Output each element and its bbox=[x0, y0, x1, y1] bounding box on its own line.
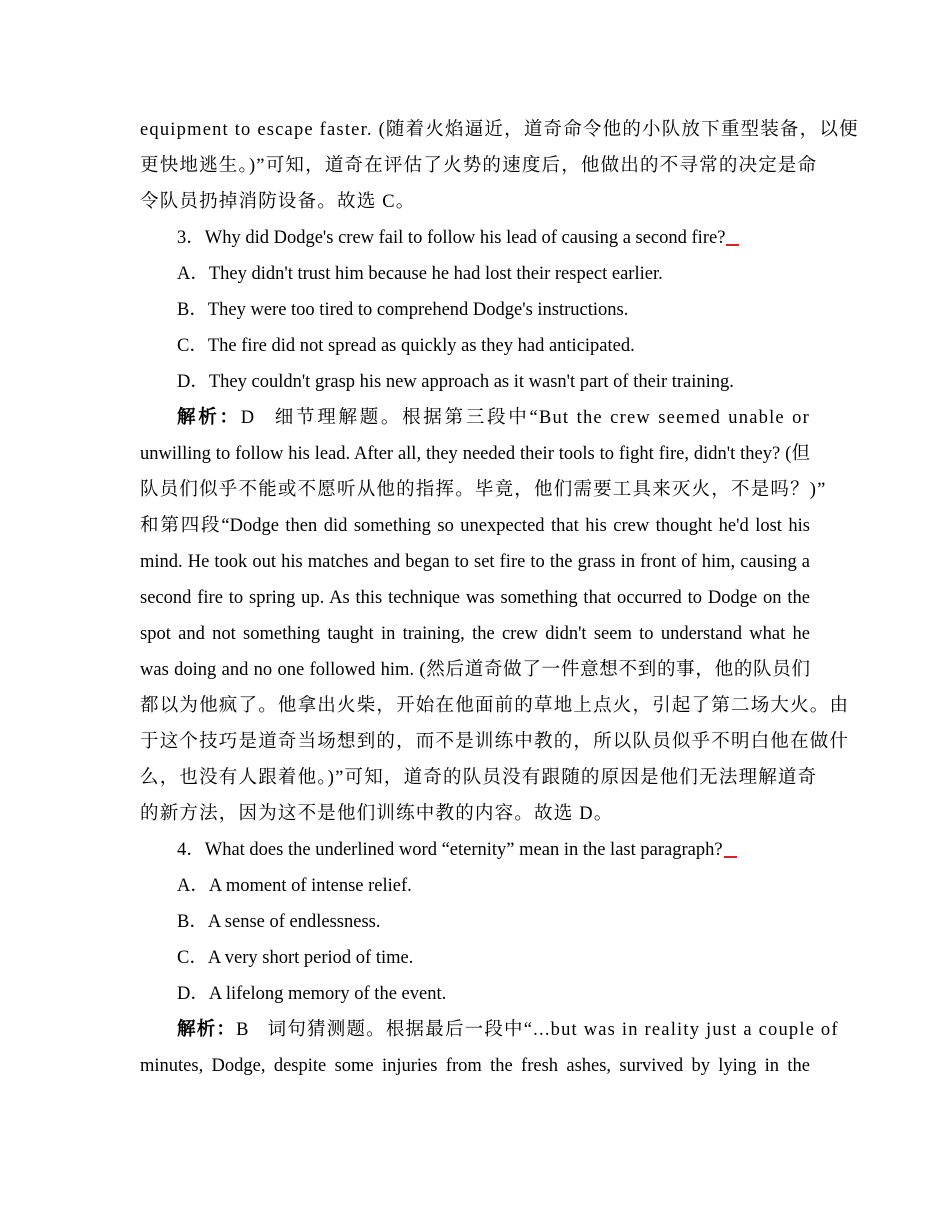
question-3-stem bbox=[140, 220, 810, 256]
question-4-option-d: D．A lifelong memory of the event. bbox=[177, 984, 447, 1004]
question-3-option-a: A．They didn't trust him because he had lost their respect earlier. bbox=[177, 264, 663, 284]
analysis-continuation-line-1: equipment to escape faster. (随着火焰逼近，道奇命令他的小队放下重型装备，以便 bbox=[140, 120, 859, 140]
question-3-analysis-line-10: 于这个技巧是道奇当场想到的，而不是训练中教的，所以队员似乎不明白他在做什 bbox=[140, 732, 850, 752]
question-3-analysis-line-9: 都以为他疯了。他拿出火柴，开始在他面前的草地上点火，引起了第二场大火。由 bbox=[140, 696, 850, 716]
analysis-continuation-line-3: 令队员扔掉消防设备。故选 C。 bbox=[140, 192, 416, 212]
question-4-text: 4．What does the underlined word “eternity” mean in the last paragraph? bbox=[177, 840, 723, 860]
question-3-analysis-line-12: 的新方法，因为这不是他们训练中教的内容。故选 D。 bbox=[140, 804, 614, 824]
analysis-label: 解析： bbox=[177, 408, 241, 428]
analysis-answer: B bbox=[236, 1020, 250, 1040]
analysis-text: 词句猜测题。根据最后一段中“...but was in reality just a couple of bbox=[267, 1020, 839, 1040]
question-3-analysis-line-2: unwilling to follow his lead. After all, they needed their tools to fight fire, didn't they? (但 bbox=[140, 444, 810, 464]
question-4-option-b: B．A sense of endlessness. bbox=[177, 912, 381, 932]
question-3-analysis-line-1 bbox=[140, 400, 810, 436]
question-4-option-a: A．A moment of intense relief. bbox=[177, 876, 412, 896]
question-4-analysis-line-1 bbox=[140, 1012, 839, 1048]
question-4-analysis-line-2: minutes, Dodge, despite some injuries from the fresh ashes, survived by lying in the bbox=[140, 1056, 810, 1076]
answer-blank bbox=[726, 244, 739, 246]
answer-blank bbox=[724, 856, 737, 858]
analysis-continuation-line-2: 更快地逃生。)”可知，道奇在评估了火势的速度后，他做出的不寻常的决定是命 bbox=[140, 156, 818, 176]
question-3-analysis-line-7: spot and not something taught in training, the crew didn't seem to understand what he bbox=[140, 624, 810, 644]
question-3-analysis-line-5: mind. He took out his matches and began to set fire to the grass in front of him, causing a bbox=[140, 552, 810, 572]
question-3-text: 3．Why did Dodge's crew fail to follow his lead of causing a second fire? bbox=[177, 228, 726, 248]
question-3-option-b: B．They were too tired to comprehend Dodge's instructions. bbox=[177, 300, 629, 320]
question-4-stem bbox=[140, 832, 810, 868]
question-3-analysis-line-4: 和第四段“Dodge then did something so unexpected that his crew thought he'd lost his bbox=[140, 516, 810, 536]
analysis-text: 细节理解题。根据第三段中“But the crew seemed unable or bbox=[273, 408, 810, 428]
analysis-answer: D bbox=[240, 408, 256, 428]
question-3-option-d: D．They couldn't grasp his new approach as it wasn't part of their training. bbox=[177, 372, 734, 392]
question-4-option-c: C．A very short period of time. bbox=[177, 948, 414, 968]
question-3-analysis-line-6: second fire to spring up. As this technique was something that occurred to Dodge on the bbox=[140, 588, 810, 608]
question-3-analysis-line-8: was doing and no one followed him. (然后道奇做了一件意想不到的事，他的队员们 bbox=[140, 660, 810, 680]
question-3-analysis-line-3: 队员们似乎不能或不愿听从他的指挥。毕竟，他们需要工具来灭火，不是吗？)” bbox=[140, 480, 827, 500]
document-page bbox=[140, 112, 859, 1084]
analysis-label: 解析： bbox=[177, 1020, 237, 1040]
question-3-analysis-line-11: 么，也没有人跟着他。)”可知，道奇的队员没有跟随的原因是他们无法理解道奇 bbox=[140, 768, 818, 788]
question-3-option-c: C．The fire did not spread as quickly as they had anticipated. bbox=[177, 336, 635, 356]
